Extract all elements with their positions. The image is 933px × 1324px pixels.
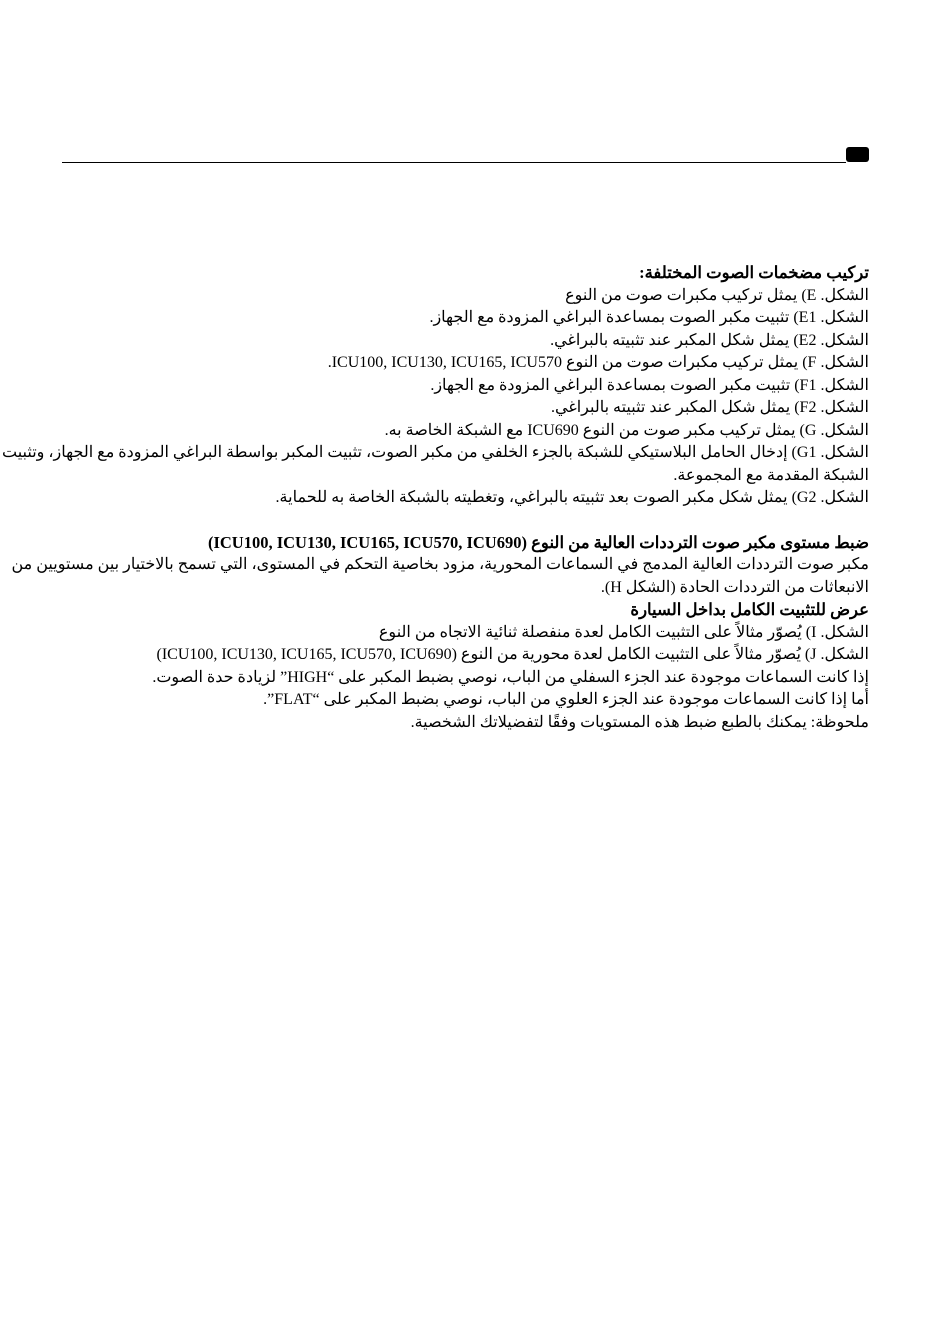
figure-j-line: الشكل. J) يُصوّر مثالاً على التثبيت الكامل لعدة محورية من النوع (ICU100, ICU130, ICU165, ICU570, ICU690)	[156, 646, 869, 663]
page-marker-tab	[846, 147, 869, 162]
section-heading-tweeter-level: ضبط مستوى مكبر صوت الترددات العالية من النوع (ICU100, ICU130, ICU165, ICU570, ICU690)	[207, 532, 869, 552]
figure-f-line: الشكل. F) يمثل تركيب مكبرات صوت من النوع ICU100, ICU130, ICU165, ICU570.	[327, 354, 869, 371]
section-heading-installation: تركيب مضخمات الصوت المختلفة:	[639, 263, 869, 282]
high-setting-line: إذا كانت السماعات موجودة عند الجزء السفلي من الباب، نوصي بضبط المكبر على “HIGH” لزيادة حدة الصوت.	[152, 668, 869, 686]
figure-g-line: الشكل. G) يمثل تركيب مكبر صوت من النوع ICU690 مع الشبكة الخاصة به.	[384, 421, 869, 439]
document-body	[2, 262, 869, 734]
figure-f1-line: الشكل. F1) تثبيت مكبر الصوت بمساعدة البراغي المزودة مع الجهاز.	[430, 376, 869, 394]
section-heading-full-install: عرض للتثبيت الكامل بداخل السيارة	[630, 600, 869, 619]
flat-setting-line: أما إذا كانت السماعات موجودة عند الجزء العلوي من الباب، نوصي بضبط المكبر على “FLAT”.	[263, 691, 869, 708]
figure-e1-line: الشكل. E1) تثبيت مكبر الصوت بمساعدة البراغي المزودة مع الجهاز.	[429, 309, 869, 326]
figure-g1-line: الشكل. G1) إدخال الحامل البلاستيكي للشبكة بالجزء الخلفي من مكبر الصوت، تثبيت المكبر بواسطة البراغي المزودة مع الجهاز، وتثبيت	[2, 444, 869, 461]
tweeter-paragraph-continuation: الانبعاثات من الترددات الحادة (الشكل H).	[600, 578, 869, 596]
figure-e-line: الشكل. E) يمثل تركيب مكبرات صوت من النوع	[565, 286, 869, 304]
figure-i-line: الشكل. I) يُصوّر مثالاً على التثبيت الكامل لعدة منفصلة ثنائية الاتجاه من النوع	[378, 623, 869, 641]
note-line: ملحوظة: يمكنك بالطبع ضبط هذه المستويات وفقًا لتفضيلاتك الشخصية.	[410, 713, 869, 731]
header-rule	[62, 162, 846, 163]
figure-e2-line: الشكل. E2) يمثل شكل المكبر عند تثبيته بالبراغي.	[550, 331, 869, 349]
figure-g1-continuation: الشبكة المقدمة مع المجموعة.	[673, 466, 869, 484]
figure-g2-line: الشكل. G2) يمثل شكل مكبر الصوت بعد تثبيته بالبراغي، وتغطيته بالشبكة الخاصة به للحماية.	[275, 489, 869, 506]
tweeter-paragraph-line: مكبر صوت الترددات العالية المدمج في السماعات المحورية، مزود بخاصية التحكم في المستوى، التي تسمح بالاختيار بين مستويين من	[11, 556, 869, 573]
figure-f2-line: الشكل. F2) يمثل شكل المكبر عند تثبيته بالبراغي.	[551, 399, 869, 416]
